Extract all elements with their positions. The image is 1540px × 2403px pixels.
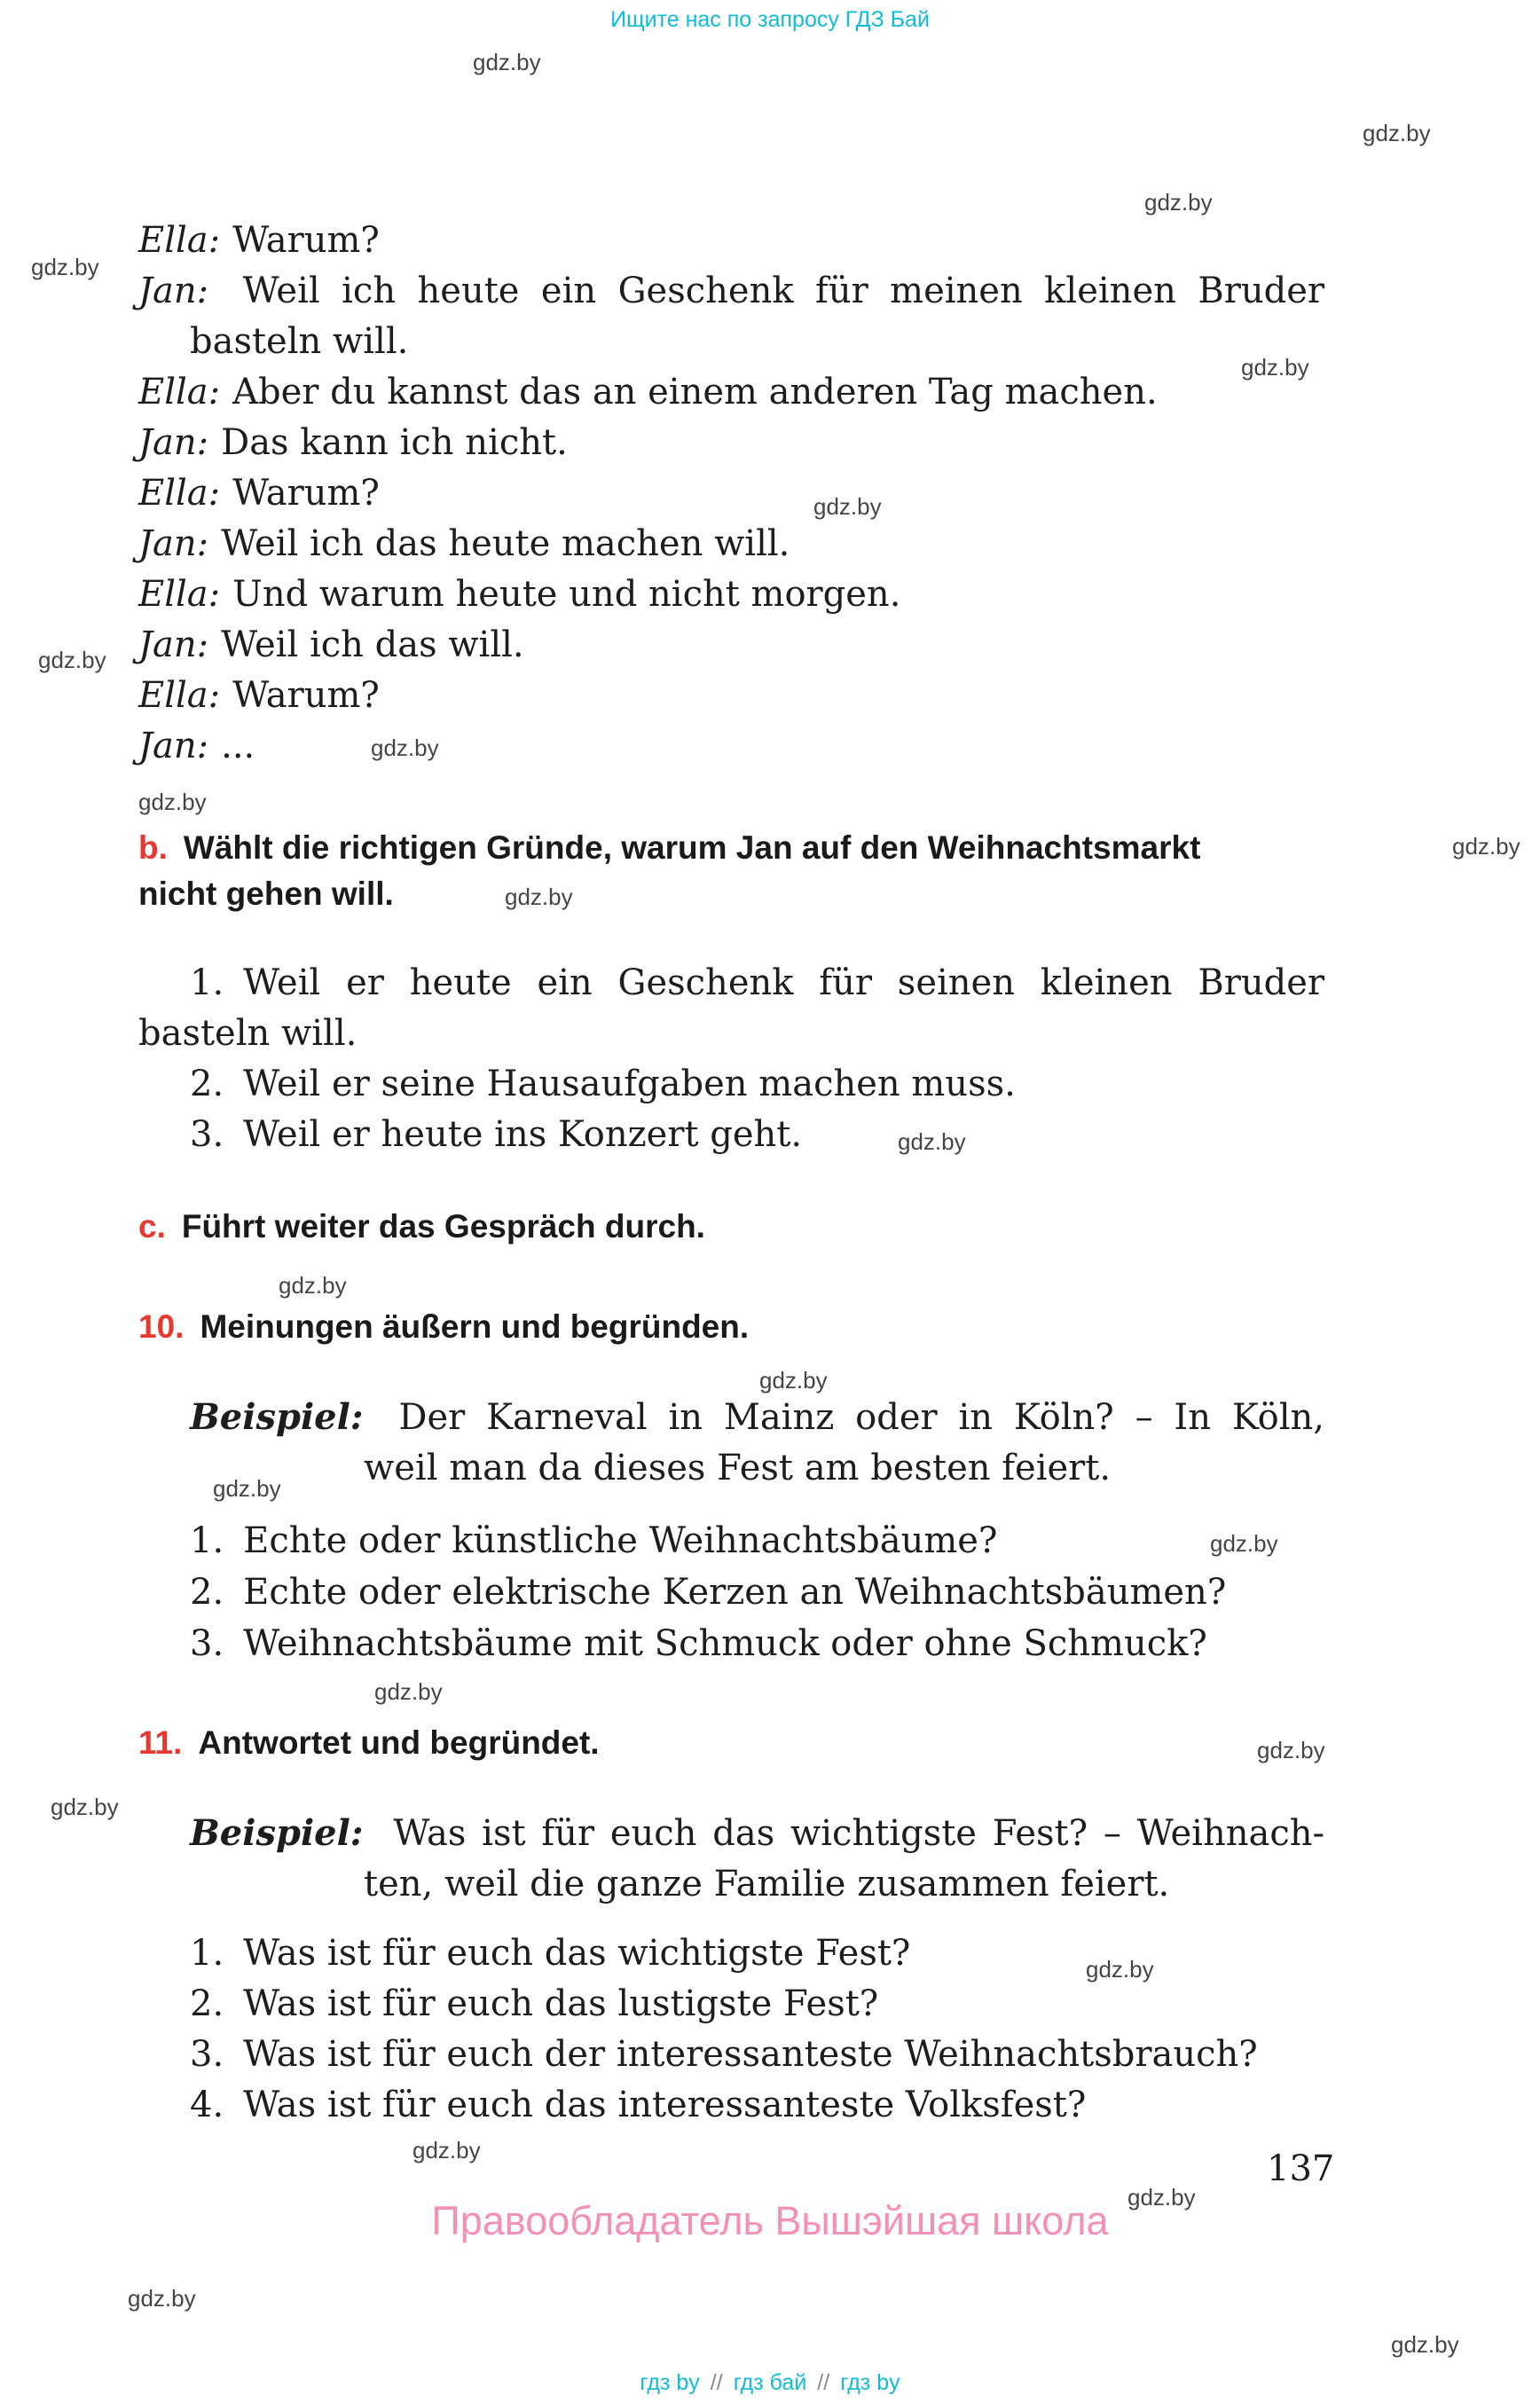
watermark: gdz.by	[1210, 1530, 1278, 1557]
section-b-label: b.	[138, 829, 168, 866]
speaker-name: Jan:	[138, 726, 209, 766]
dialogue-line	[138, 216, 1324, 266]
dialogue-text: Das kann ich nicht.	[221, 422, 568, 463]
list-item	[190, 1979, 1324, 2030]
item-text: Was ist für euch das interessanteste Volksfest?	[243, 2085, 1087, 2125]
footer-link[interactable]: гдз by	[640, 2370, 700, 2395]
speaker-name: Ella:	[138, 220, 221, 261]
watermark: gdz.by	[412, 2137, 481, 2163]
beispiel-text-line2: weil man da dieses Fest am besten feiert.	[364, 1448, 1112, 1488]
dialogue-line	[138, 468, 1324, 519]
watermark: gdz.by	[473, 49, 541, 75]
section-b-heading	[138, 825, 1345, 917]
watermark: gdz.by	[1086, 1956, 1154, 1983]
dialogue-line	[138, 266, 1324, 317]
dialogue-line	[138, 671, 1324, 721]
list-item	[190, 1059, 1324, 1110]
beispiel-text: Was ist für euch das wichtigste Fest? – Weihnach-	[393, 1813, 1325, 1854]
copyright-notice: Правообладатель Вышэйшая школа	[431, 2198, 1109, 2243]
watermark: gdz.by	[759, 1367, 828, 1394]
dialogue-text: Weil ich das will.	[221, 624, 524, 665]
dialogue-text: Und warum heute und nicht morgen.	[232, 574, 901, 615]
beispiel-text-line2: ten, weil die ganze Familie zusammen feiert.	[364, 1864, 1170, 1904]
dialogue-text: Warum?	[232, 675, 380, 716]
item-text: Weihnachtsbäume mit Schmuck oder ohne Schmuck?	[243, 1623, 1207, 1664]
section-11-title: Antwortet und begründet.	[198, 1724, 600, 1761]
speaker-name: Jan:	[138, 624, 209, 665]
section-b-list	[138, 958, 1324, 1160]
item-text: Was ist für euch das wichtigste Fest?	[243, 1933, 911, 1974]
watermark: gdz.by	[898, 1128, 966, 1155]
dialogue-text: Weil ich heute ein Geschenk für meinen kleinen Bruder	[242, 271, 1324, 311]
beispiel-label: Beispiel:	[190, 1812, 364, 1854]
speaker-name: Jan:	[138, 271, 209, 311]
watermark: gdz.by	[279, 1272, 347, 1299]
dialogue-line	[138, 569, 1324, 620]
dialogue-text: Aber du kannst das an einem anderen Tag machen.	[232, 372, 1158, 412]
watermark: gdz.by	[138, 789, 207, 815]
watermark: gdz.by	[1241, 354, 1309, 381]
item-text: Weil er heute ein Geschenk für seinen kleinen Bruder	[243, 962, 1324, 1003]
watermark: gdz.by	[813, 493, 882, 520]
section-11-list	[190, 1928, 1324, 2131]
watermark: gdz.by	[1257, 1737, 1325, 1763]
item-number: 3.	[190, 2034, 224, 2075]
watermark: gdz.by	[213, 1475, 281, 1502]
dialogue-text: Warum?	[232, 473, 380, 514]
list-item	[190, 1928, 1324, 1979]
section-b-title-line2: nicht gehen will.	[138, 876, 394, 912]
list-item-continuation: basteln will.	[138, 1013, 358, 1054]
list-item	[190, 1618, 1324, 1669]
item-number: 2.	[190, 1572, 224, 1613]
item-number: 3.	[190, 1623, 224, 1664]
item-text: Echte oder künstliche Weihnachtsbäume?	[243, 1520, 998, 1561]
section-10-label: 10.	[138, 1308, 185, 1345]
section-10-title: Meinungen äußern und begründen.	[200, 1308, 750, 1345]
item-text: Weil er seine Hausaufgaben machen muss.	[243, 1064, 1016, 1104]
section-b-title: Wählt die richtigen Gründe, warum Jan auf den Weihnachtsmarkt	[183, 829, 1201, 866]
beispiel-block	[190, 1392, 1324, 1494]
footer-separator: //	[817, 2370, 830, 2395]
watermark: gdz.by	[51, 1794, 119, 1820]
beispiel-label: Beispiel:	[190, 1396, 364, 1438]
footer-links	[0, 2370, 1540, 2396]
item-number: 3.	[190, 1114, 224, 1155]
watermark: gdz.by	[374, 1678, 443, 1705]
list-item	[190, 2080, 1324, 2131]
list-item	[190, 958, 1324, 1009]
watermark: gdz.by	[371, 734, 439, 761]
watermark: gdz.by	[1128, 2184, 1196, 2211]
dialogue-line	[138, 620, 1324, 671]
item-number: 1.	[190, 1520, 224, 1561]
list-item	[190, 2030, 1324, 2080]
page-number: 137	[1267, 2148, 1335, 2189]
item-text: Echte oder elektrische Kerzen an Weihnachtsbäumen?	[243, 1572, 1227, 1613]
promo-banner: Ищите нас по запросу ГДЗ Бай	[610, 7, 930, 32]
dialogue-line	[138, 418, 1324, 468]
dialogue-text: Weil ich das heute machen will.	[221, 523, 790, 564]
watermark: gdz.by	[1391, 2331, 1459, 2358]
item-number: 2.	[190, 1064, 224, 1104]
dialogue-line	[138, 317, 1324, 367]
dialogue-text: ...	[221, 726, 255, 766]
speaker-name: Jan:	[138, 422, 209, 463]
speaker-name: Ella:	[138, 675, 221, 716]
watermark: gdz.by	[1363, 120, 1431, 146]
watermark: gdz.by	[1144, 189, 1213, 216]
section-10-list	[190, 1515, 1324, 1669]
item-number: 1.	[190, 962, 224, 1003]
footer-link[interactable]: гдз by	[840, 2370, 900, 2395]
footer-separator: //	[710, 2370, 723, 2395]
dialogue-line	[138, 519, 1324, 569]
speaker-name: Ella:	[138, 574, 221, 615]
dialogue-text: basteln will.	[190, 321, 409, 362]
beispiel-text: Der Karneval in Mainz oder in Köln? – In Köln,	[398, 1397, 1324, 1438]
section-c-title: Führt weiter das Gespräch durch.	[181, 1208, 705, 1245]
footer-link[interactable]: гдз бай	[733, 2370, 807, 2395]
list-item	[190, 1567, 1324, 1618]
section-c-label: c.	[138, 1208, 166, 1245]
watermark: gdz.by	[505, 883, 573, 910]
section-c-heading	[138, 1204, 1345, 1250]
dialogue-text: Warum?	[232, 220, 380, 261]
list-item	[190, 1110, 1324, 1160]
item-text: Was ist für euch das lustigste Fest?	[243, 1983, 879, 2024]
section-11-heading	[138, 1720, 1345, 1766]
section-10-heading	[138, 1304, 1345, 1350]
item-number: 2.	[190, 1983, 224, 2024]
watermark: gdz.by	[38, 647, 106, 673]
watermark: gdz.by	[1452, 833, 1520, 860]
speaker-name: Ella:	[138, 473, 221, 514]
watermark: gdz.by	[31, 254, 99, 280]
speaker-name: Jan:	[138, 523, 209, 564]
item-number: 4.	[190, 2085, 224, 2125]
item-text: Weil er heute ins Konzert geht.	[243, 1114, 803, 1155]
dialogue-line	[138, 367, 1324, 418]
item-text: Was ist für euch der interessanteste Weihnachtsbrauch?	[243, 2034, 1258, 2075]
speaker-name: Ella:	[138, 372, 221, 412]
watermark: gdz.by	[128, 2285, 196, 2312]
list-item	[190, 1515, 1324, 1567]
beispiel-block	[190, 1808, 1324, 1910]
section-11-label: 11.	[138, 1724, 183, 1761]
dialogue-block	[138, 216, 1324, 772]
dialogue-line	[138, 721, 1324, 772]
item-number: 1.	[190, 1933, 224, 1974]
